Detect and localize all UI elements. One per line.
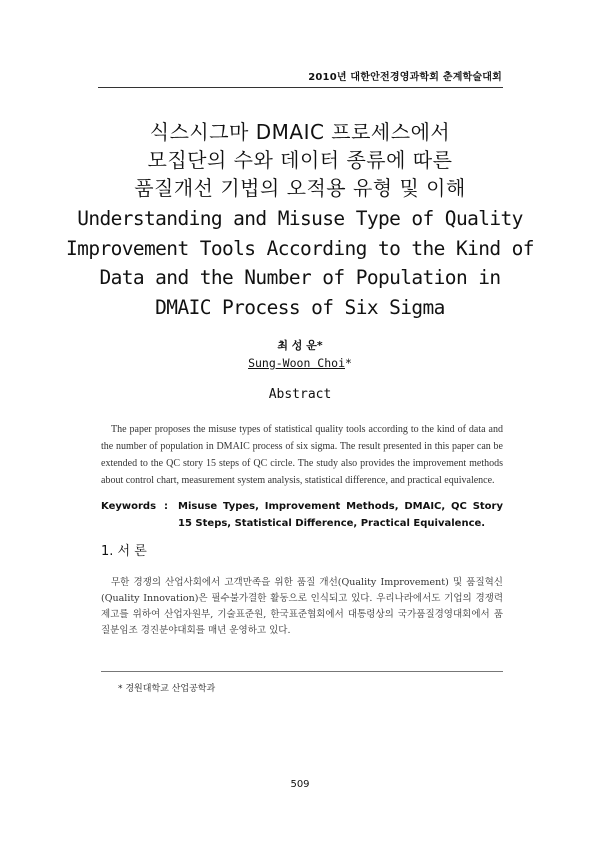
title-english-line-1: Understanding and Misuse Type of Quality [77,207,523,230]
keywords-label: Keywords [101,501,157,512]
title-english-line-4: DMAIC Process of Six Sigma [155,295,445,319]
title-english-line-2: Improvement Tools According to the Kind of [66,236,534,260]
keywords-separator: : [164,501,169,512]
keywords [101,498,503,532]
abstract-body: The paper proposes the misuse types of statistical quality tools according to the kind of data and the number of population in DMAIC process of six sigma. The result presented in this paper can be extended to the QC story 15 steps of QC circle. The study also provides the improvement methods about control chart, measurement system analysis, statistical difference, and practical equivalence. [101,424,503,486]
footnote-divider [101,671,503,672]
keywords-text: Misuse Types, Improvement Methods, DMAIC, QC Story 15 Steps, Statistical Difference, Practical Equivalence. [178,501,503,529]
author-marker: * [345,356,352,370]
conference-header: 2010년 대한안전경영과학회 춘계학술대회 [308,72,502,83]
section-heading: 1. 서 론 [101,544,147,559]
paper-title [0,118,600,322]
author-korean: 최 성 운* [277,339,323,352]
title-korean-line-3: 품질개선 기법의 오적용 유형 및 이해 [134,176,466,200]
title-english-line-3: Data and the Number of Population in [99,266,501,289]
author-english-name: Sung-Woon Choi [248,356,345,370]
footnote: * 경원대학교 산업공학과 [118,684,216,694]
author-english [0,356,600,370]
title-korean-line-1: 식스시그마 DMAIC 프로세스에서 [149,120,451,144]
title-korean-line-2: 모집단의 수와 데이터 종류에 따른 [147,148,453,172]
abstract-heading: Abstract [268,387,332,402]
header-divider [98,87,503,88]
page-number: 509 [290,779,310,790]
section-body: 무한 경쟁의 산업사회에서 고객만족을 위한 품질 개선(Quality Improvement) 및 품질혁신(Quality Innovation)은 필수불가결한 활동으로 인식되고 있다. 우리나라에서도 기업의 경쟁력 제고를 위하여 산업자원부, 기술표준원, 한국표준협회에서 대통령상의 국가품질경영대회에서 품질분임조 경진분야대회를 매년 운영하고 있다. [101,577,503,636]
